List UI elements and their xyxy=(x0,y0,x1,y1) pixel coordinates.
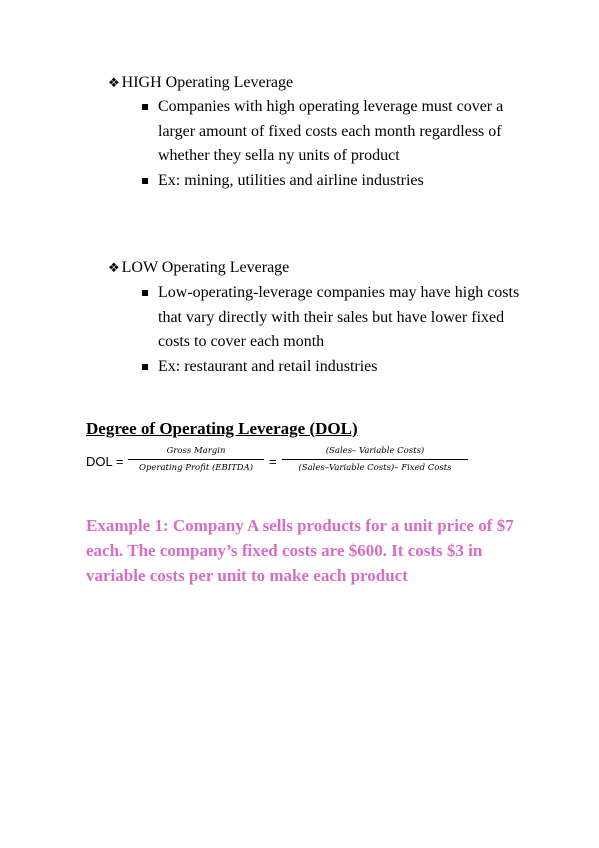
list-item xyxy=(142,355,522,380)
fraction-bar xyxy=(282,459,468,460)
list-item xyxy=(142,169,522,194)
square-bullet-icon xyxy=(142,364,148,370)
diamond-bullet-icon: ❖ xyxy=(108,76,120,91)
bullet-text: Companies with high operating leverage must cover a larger amount of fixed costs each month regardless of whether they sella ny units of product xyxy=(158,98,504,164)
square-bullet-icon xyxy=(142,178,148,184)
dol-heading: Degree of Operating Leverage (DOL) xyxy=(86,419,358,438)
formula-fraction-2 xyxy=(282,445,468,474)
bullet-text: Ex: restaurant and retail industries xyxy=(158,357,378,375)
bullet-text: Low-operating-leverage companies may have high costs that vary directly with their sales but have lower fixed costs to cover each month xyxy=(158,284,520,350)
formula-fraction-1 xyxy=(128,445,264,474)
list-item xyxy=(142,95,522,169)
diamond-bullet-icon: ❖ xyxy=(108,261,120,276)
fraction-2-numerator: (Sales– Variable Costs) xyxy=(325,446,425,456)
bullet-text: Ex: mining, utilities and airline industries xyxy=(158,171,424,189)
fraction-1-denominator: Operating Profit (EBITDA) xyxy=(138,463,254,473)
formula-equals: = xyxy=(269,454,277,469)
list-item xyxy=(142,281,522,355)
high-leverage-title-line xyxy=(108,72,293,95)
fraction-bar xyxy=(128,459,264,460)
high-leverage-title: HIGH Operating Leverage xyxy=(121,74,294,91)
example-1-text: Example 1: Company A sells products for a unit price of $7 each. The company’s fixed costs are $600. It costs $3 in variable costs per unit to make each product xyxy=(86,516,514,585)
fraction-2-denominator: (Sales–Variable Costs)– Fixed Costs xyxy=(298,463,452,473)
low-leverage-title-line xyxy=(108,257,289,280)
low-leverage-bullets xyxy=(142,281,522,379)
square-bullet-icon xyxy=(142,290,148,296)
low-leverage-title: LOW Operating Leverage xyxy=(121,259,290,276)
dol-formula xyxy=(86,445,506,481)
high-leverage-bullets xyxy=(142,95,522,193)
square-bullet-icon xyxy=(142,104,148,110)
formula-lhs: DOL = xyxy=(86,454,124,469)
fraction-1-numerator: Gross Margin xyxy=(166,446,226,456)
